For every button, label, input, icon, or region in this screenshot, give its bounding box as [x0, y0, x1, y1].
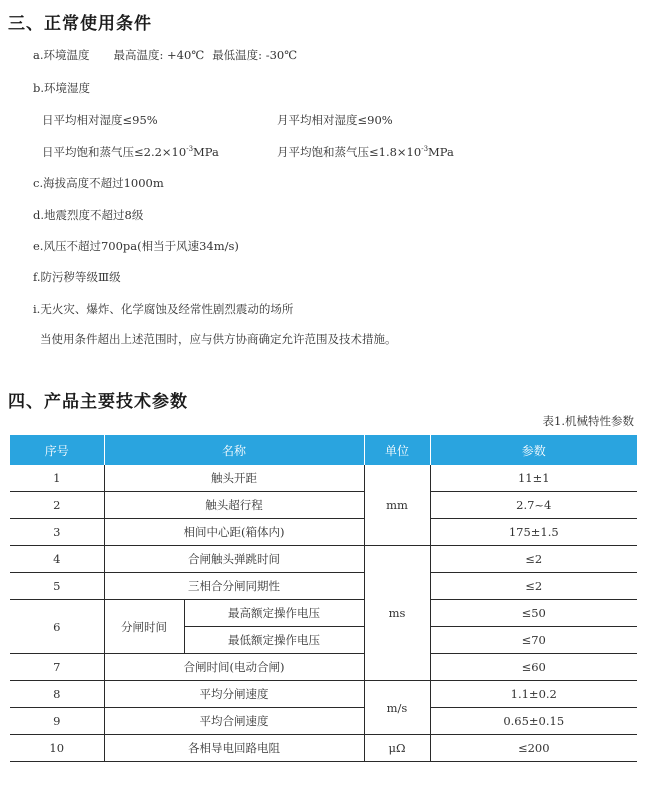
- condition-temperature: [33, 47, 297, 63]
- row-unit: m/s: [364, 681, 430, 735]
- monthly-humidity: 月平均相对湿度≤90%: [277, 113, 393, 127]
- table-row: [10, 546, 637, 573]
- row-value: ≤70: [430, 627, 637, 654]
- table-row: [10, 465, 637, 492]
- daily-vapor-exponent: -3: [186, 145, 194, 153]
- row-name: 合闸时间(电动合闸): [104, 654, 364, 681]
- condition-seismic: d.地震烈度不超过8级: [33, 208, 144, 222]
- monthly-vapor-pressure: [277, 144, 454, 160]
- row-value: 0.65±0.15: [430, 708, 637, 735]
- row-no: 7: [10, 654, 104, 681]
- row-no: 9: [10, 708, 104, 735]
- row-no: 10: [10, 735, 104, 762]
- row-subname: 最低额定操作电压: [184, 627, 364, 654]
- row-no: 6: [10, 600, 104, 654]
- row-subname: 最高额定操作电压: [184, 600, 364, 627]
- row-no: 2: [10, 492, 104, 519]
- row-no: 5: [10, 573, 104, 600]
- table-header-row: [10, 435, 637, 465]
- min-temp-value: -30℃: [265, 48, 298, 62]
- table-row: [10, 654, 637, 681]
- table-row: [10, 492, 637, 519]
- row-value: ≤50: [430, 600, 637, 627]
- row-unit: ms: [364, 546, 430, 681]
- row-name: 平均分闸速度: [104, 681, 364, 708]
- condition-pollution: f.防污秽等级Ⅲ级: [33, 270, 121, 284]
- condition-altitude: c.海拔高度不超过1000m: [33, 176, 164, 190]
- table-row: [10, 708, 637, 735]
- max-temp-value: +40℃: [167, 48, 205, 62]
- row-value: 2.7~4: [430, 492, 637, 519]
- row-unit: mm: [364, 465, 430, 546]
- row-unit: μΩ: [364, 735, 430, 762]
- monthly-vapor-text: 月平均饱和蒸气压≤1.8×10: [277, 145, 422, 159]
- header-value: 参数: [430, 435, 637, 465]
- temperature-label: a.环境温度: [33, 48, 90, 62]
- daily-vapor-text: 日平均饱和蒸气压≤2.2×10: [42, 145, 187, 159]
- row-name: 各相导电回路电阻: [104, 735, 364, 762]
- condition-wind: e.风压不超过700pa(相当于风速34m/s): [33, 239, 239, 253]
- row-name: 触头开距: [104, 465, 364, 492]
- row-value: ≤60: [430, 654, 637, 681]
- row-no: 8: [10, 681, 104, 708]
- min-temp-label: 最低温度:: [212, 48, 263, 62]
- daily-vapor-pressure: [42, 144, 219, 160]
- table-row: [10, 735, 637, 762]
- row-no: 3: [10, 519, 104, 546]
- table-row: [10, 519, 637, 546]
- monthly-vapor-unit: MPa: [428, 145, 454, 159]
- row-no: 1: [10, 465, 104, 492]
- condition-humidity-label: b.环境湿度: [33, 81, 91, 95]
- table-caption: 表1.机械特性参数: [542, 414, 634, 428]
- row-name: 平均合闸速度: [104, 708, 364, 735]
- row-group-label: 分闸时间: [104, 600, 184, 654]
- max-temp-label: 最高温度:: [113, 48, 164, 62]
- row-value: ≤200: [430, 735, 637, 762]
- header-unit: 单位: [364, 435, 430, 465]
- section-4-title: 四、产品主要技术参数: [8, 392, 188, 412]
- row-name: 三相合分闸同期性: [104, 573, 364, 600]
- header-no: 序号: [10, 435, 104, 465]
- row-value: ≤2: [430, 573, 637, 600]
- header-name: 名称: [104, 435, 364, 465]
- monthly-vapor-exponent: -3: [421, 145, 429, 153]
- mechanical-parameters-table: [10, 435, 637, 762]
- daily-vapor-unit: MPa: [193, 145, 219, 159]
- row-value: 1.1±0.2: [430, 681, 637, 708]
- row-value: 175±1.5: [430, 519, 637, 546]
- row-no: 4: [10, 546, 104, 573]
- condition-note: 当使用条件超出上述范围时，应与供方协商确定允许范围及技术措施。: [40, 332, 397, 346]
- row-name: 合闸触头弹跳时间: [104, 546, 364, 573]
- table-row: [10, 681, 637, 708]
- row-value: ≤2: [430, 546, 637, 573]
- daily-humidity: 日平均相对湿度≤95%: [42, 113, 158, 127]
- section-3-title: 三、正常使用条件: [8, 14, 152, 34]
- row-name: 相间中心距(箱体内): [104, 519, 364, 546]
- table-row: [10, 573, 637, 600]
- row-value: 11±1: [430, 465, 637, 492]
- row-name: 触头超行程: [104, 492, 364, 519]
- condition-environment: i.无火灾、爆炸、化学腐蚀及经常性剧烈震动的场所: [33, 302, 294, 316]
- table-row: [10, 600, 637, 627]
